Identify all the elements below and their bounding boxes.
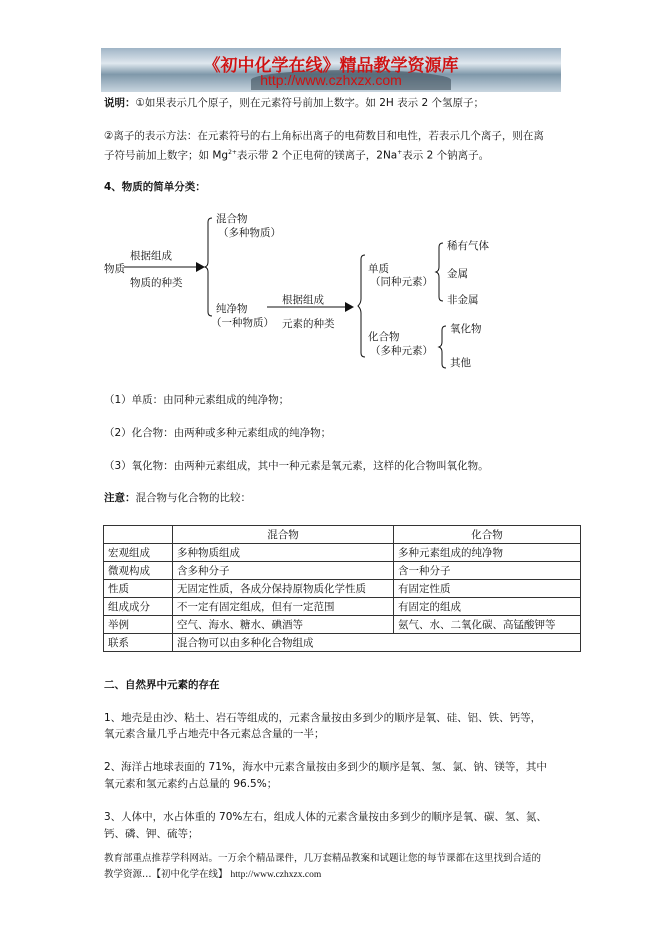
explanation-text: ①如果表示几个原子，则在元素符号前加上数字。如 2H 表示 2 个氢原子； [135, 97, 485, 109]
section-4-heading: 4、物质的简单分类： [104, 181, 206, 193]
footer-text: 教学资源…【初中化学在线】 [104, 869, 228, 880]
banner-url[interactable]: http://www.czhxzx.com [260, 72, 402, 88]
footer-line: 教育部重点推荐学科网站。一万余个精品课件，几万套精品教案和试题让您的每节课都在这里找到合适的 [104, 853, 542, 864]
note-text: 混合物与化合物的比较： [135, 492, 251, 504]
table-row [104, 580, 581, 598]
note-label: 注意： [104, 492, 136, 504]
t: 子符号前加上数字；如 Mg [104, 149, 229, 162]
comparison-table [103, 525, 581, 652]
header-cell: 混合物 [173, 526, 394, 544]
charge: + [397, 149, 403, 156]
charge: 2+ [228, 149, 237, 156]
cell: 举例 [104, 616, 173, 634]
arrow-label: 物质的种类 [130, 277, 183, 289]
ion-line-1: ②离子的表示方法：在元素符号的右上角标出离子的电荷数目和电性，若表示几个离子，则在离 [104, 130, 544, 142]
banner-title: 《初中化学在线》精品教学资源库 [203, 56, 459, 76]
cell: 多种元素组成的纯净物 [394, 544, 581, 562]
cell: 性质 [104, 580, 173, 598]
node-pure: 纯净物 [216, 303, 248, 315]
table-row [104, 598, 581, 616]
explanation-label: 说明： [104, 97, 136, 109]
cell: 含一种分子 [394, 562, 581, 580]
definition: （2）化合物：由两种或多种元素组成的纯净物； [104, 427, 332, 439]
footer-link[interactable]: http://www.czhxzx.com [230, 870, 322, 880]
header-cell: 化合物 [394, 526, 581, 544]
header-cell [104, 526, 173, 544]
cell: 有固定的组成 [394, 598, 581, 616]
cell: 有固定性质 [394, 580, 581, 598]
paragraph-line: 氧元素含量几乎占地壳中各元素总含量的一半； [104, 728, 325, 740]
cell: 宏观组成 [104, 544, 173, 562]
node-noble-gas: 稀有气体 [447, 240, 489, 252]
node-matter: 物质 [104, 263, 125, 275]
node-note: （一种物质） [211, 317, 274, 329]
paragraph-line: 1、地壳是由沙、粘土、岩石等组成的，元素含量按由多到少的顺序是氧、硅、铝、铁、钙等， [104, 712, 542, 724]
table-row [104, 544, 581, 562]
brace [436, 243, 443, 301]
node-mixture: 混合物 [216, 213, 248, 225]
node-other: 其他 [450, 357, 471, 369]
cell: 多种物质组成 [173, 544, 394, 562]
node-oxide: 氧化物 [450, 323, 482, 335]
cell: 氨气、水、二氧化碳、高锰酸钾等 [394, 616, 581, 634]
node-note: （多种物质） [218, 227, 281, 239]
node-nonmetal: 非金属 [447, 294, 479, 306]
cell: 组成成分 [104, 598, 173, 616]
t: 表示带 2 个正电荷的镁离子，2Na [236, 149, 398, 162]
paragraph-line: 钙、磷、钾、硫等； [104, 828, 199, 840]
node-metal: 金属 [447, 268, 468, 280]
node-element: 单质 [368, 263, 389, 275]
arrow-label: 根据组成 [130, 250, 172, 262]
footer-line [104, 868, 321, 882]
arrow-label: 根据组成 [282, 294, 324, 306]
cell: 无固定性质，各成分保持原物质化学性质 [173, 580, 394, 598]
table-row [104, 562, 581, 580]
t: 表示 2 个钠离子。 [402, 149, 490, 162]
cell: 联系 [104, 634, 173, 652]
cell: 微观构成 [104, 562, 173, 580]
note [104, 491, 251, 505]
brace [358, 255, 365, 357]
arrow-head [196, 262, 205, 272]
node-compound: 化合物 [368, 331, 400, 343]
cell: 含多种分子 [173, 562, 394, 580]
paragraph-line: 2、海洋占地球表面的 71%，海水中元素含量按由多到少的顺序是氧、氢、氯、钠、镁等，其中 [104, 761, 547, 773]
cell: 不一定有固定组成，但有一定范围 [173, 598, 394, 616]
table-row [104, 616, 581, 634]
section-2-heading: 二、自然界中元素的存在 [104, 679, 220, 691]
arrow-head [345, 302, 354, 312]
paragraph-line: 3、人体中，水占体重的 70%左右，组成人体的元素含量按由多到少的顺序是氧、碳、氢、氮、 [104, 811, 547, 823]
classification-diagram [0, 0, 661, 380]
paragraph-line: 氧元素和氢元素约占总量的 96.5%； [104, 778, 278, 790]
table-row [104, 634, 581, 652]
definition: （3）氧化物：由两种元素组成，其中一种元素是氧元素，这样的化合物叫氧化物。 [104, 460, 489, 472]
node-note: （多种元素） [370, 345, 433, 357]
arrow-label: 元素的种类 [282, 318, 335, 330]
node-note: （同种元素） [370, 276, 433, 288]
definition: （1）单质：由同种元素组成的纯净物； [104, 394, 290, 406]
brace [439, 326, 446, 368]
table-header [104, 526, 581, 544]
cell: 空气、海水、糖水、碘酒等 [173, 616, 394, 634]
brace [205, 218, 212, 316]
cell: 混合物可以由多种化合物组成 [173, 634, 581, 652]
